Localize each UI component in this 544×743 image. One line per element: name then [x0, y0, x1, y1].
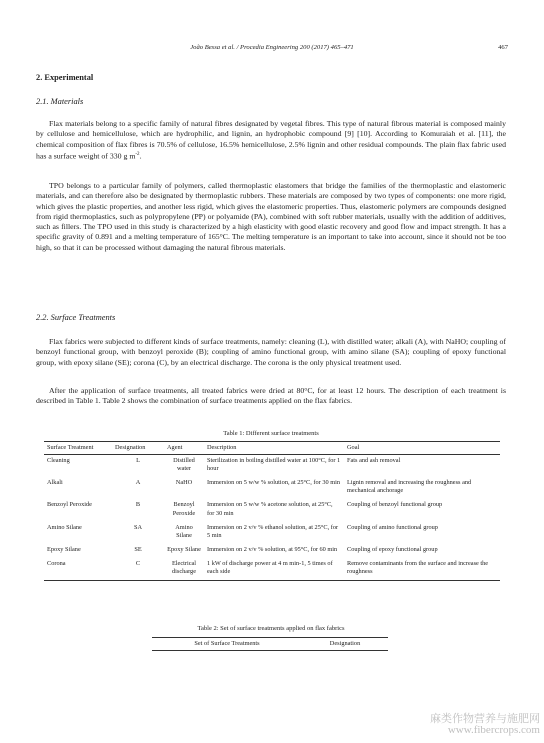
- table-cell: Corona: [44, 558, 112, 581]
- table-cell: Benzoyl Peroxide: [172, 501, 196, 517]
- subsection-heading-materials: 2.1. Materials: [36, 97, 84, 106]
- table-cell: Distilled water: [173, 457, 195, 473]
- table-header-row: [152, 638, 388, 651]
- superscript: -2: [135, 151, 140, 157]
- paragraph-text: Flax materials belong to a specific family of natural fibres designated by vegetal fibres. This type of natural fibrous material is composed mainly by cellulose and hemicellulose, which are hydrophilic, and lignin, an hydrophobic compound [9] [10]. According to Komuraiah et al. [11], the chemical composition of flax fibres is 70.5% of cellulose, 16.5% hemicellulose, 2.5% lignin and other residual compounds. The plain flax fabric used has a surface weight of 330 g m: [36, 119, 506, 161]
- header-cell: Description: [204, 442, 344, 455]
- table-cell: Electrical discharge: [164, 558, 204, 581]
- table-cell: Sterilization in boiling distilled water at 100°C, for 1 hour: [207, 457, 341, 473]
- table-row: [44, 558, 500, 581]
- section-heading: 2. Experimental: [36, 73, 94, 82]
- page-header: [36, 44, 508, 54]
- table-row: [44, 544, 500, 558]
- table-cell: Immersion on 2 v/v % ethanol solution, at 25°C, for 5 min: [207, 523, 339, 539]
- table-cell: Benzoyl Peroxide: [47, 501, 92, 509]
- table-cell: Amino Silane: [175, 523, 193, 539]
- table-row: [44, 522, 500, 544]
- table-cell: L: [136, 457, 140, 465]
- watermark-chinese: 麻类作物营养与施肥网: [430, 713, 540, 725]
- table-cell: B: [135, 501, 141, 509]
- table-cell: Remove contaminants from the surface and increase the roughness: [344, 558, 500, 581]
- table-cell: Amino Silane: [47, 523, 82, 531]
- subsection-heading-surface-treatments: 2.2. Surface Treatments: [36, 313, 116, 322]
- paragraph-drying: After the application of surface treatments, all treated fabrics were dried at 80°C, for at least 12 hours. The description of each treatment is described in Table 1. Table 2 shows the combination of surface treatments applied on the flax fabrics.: [36, 386, 506, 406]
- header-cell: Agent: [164, 442, 204, 455]
- table1-caption: Table 1: Different surface treatments: [223, 430, 319, 437]
- table-cell: Coupling of benzoyl functional group: [347, 501, 443, 509]
- table-cell: Immersion on 5 w/w % acetone solution, at 25°C, for 30 min: [207, 501, 333, 517]
- paragraph-flax-materials: [36, 119, 506, 162]
- table-surface-treatment-sets: [152, 637, 388, 651]
- header-cell: Goal: [344, 442, 500, 455]
- running-title: João Bessa et al. / Procedia Engineering 200 (2017) 465–471: [190, 44, 354, 51]
- header-cell: Designation: [302, 638, 388, 651]
- table-cell: Immersion on 5 w/w % solution, at 25°C, for 30 min: [207, 479, 340, 487]
- table-cell: Coupling of epoxy functional group: [347, 545, 438, 553]
- header-cell: Designation: [112, 442, 164, 455]
- table-cell: Epoxy Silane: [167, 545, 201, 553]
- table-cell: Immersion on 2 v/v % solution, at 95°C, for 60 min: [207, 545, 338, 553]
- paragraph-end: .: [139, 151, 142, 161]
- table-cell: C: [112, 558, 164, 581]
- table-header-row: [44, 442, 500, 455]
- table-cell: Alkali: [47, 479, 63, 487]
- table-cell: SE: [134, 545, 142, 553]
- header-cell: Surface Treatment: [44, 442, 112, 455]
- table-row: [44, 477, 500, 499]
- table-cell: SA: [133, 523, 143, 531]
- table2-caption: Table 2: Set of surface treatments applied on flax fabrics: [197, 625, 345, 632]
- table-cell: NaHO: [175, 479, 193, 487]
- table-cell: A: [135, 479, 141, 487]
- page-number: 467: [498, 44, 508, 51]
- paragraph-surface-treatments: Flax fabrics were subjected to different kinds of surface treatments, namely: cleaning (L), with distilled water; alkali (A), with NaHO; coupling of benzoyl functional group, with benzoyl peroxide (B); coupling of amino functional group, with amino silane (SA); coupling of epoxy functional group, with epoxy silane (SE); corona (C), by an electrical discharge. The corona is the only physical treatment used.: [36, 337, 506, 367]
- table-cell: Fats and ash removal: [347, 457, 401, 465]
- table-cell: Epoxy Silane: [47, 545, 81, 553]
- table-cell: 1 kW of discharge power at 4 m min-1, 5 times of each side: [204, 558, 344, 581]
- table-cell: Coupling of amino functional group: [347, 523, 438, 531]
- table-cell: Cleaning: [47, 457, 70, 465]
- watermark-url: www.fibercrops.com: [447, 724, 540, 736]
- paragraph-tpo: TPO belongs to a particular family of polymers, called thermoplastic elastomers that bridge the families of the thermoplastic and elastomeric materials, and can therefore also be designated by thermoplastic rubbers. These materials are composed by two types of components: one more rigid, which gives the plastic properties, and another less rigid, which gives the elastomeric properties. Thus, elastomeric polymers are compounds designed from rigid thermoplastics, such as polypropylene (PP) or polyamide (PA), combined with soft rubber materials, usually with the addition of additives, such as fillers. The TPO used in this study is characterized by a high elasticity with good elastic recovery and good flow and impact strength. It has a specific gravity of 0.891 and a melting temperature of 165°C. The melting temperature is an important to take into account, since it should not be too high, so that it can be processed without damaging the natural fibrous materials.: [36, 181, 506, 252]
- table-surface-treatments: [44, 441, 500, 581]
- header-cell: Set of Surface Treatments: [152, 638, 302, 651]
- table-row: [44, 499, 500, 521]
- table-row: [44, 455, 500, 478]
- table-cell: Lignin removal and increasing the roughness and mechanical anchorage: [347, 479, 472, 495]
